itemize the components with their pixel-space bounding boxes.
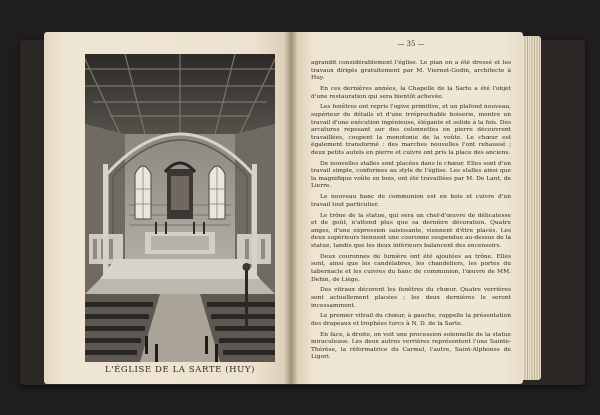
paragraph: En face, à droite, on voit une procession solennelle de la statue miraculeuse. Les deux autres verrières représentent l'une Sainte-Thérèse, la réformatrice du Carmel, l'autre, Saint-Alphonse de Ligori. [311,331,511,361]
paragraph: agrandit considérablement l'église. Le plan en a été dressé et les travaux dirigés gratuitement par M. Viernet-Godin, architecte à Huy. [311,60,511,82]
paragraph: Deux couronnes de lumière ont été ajoutées au trône. Elles sont, ainsi que les candélabres, les chandeliers, les portes du tabernacle et les cuivres du banc de communion, l'œuvre de MM. Dehin, de Liège. [311,253,511,283]
left-page [44,32,291,384]
paragraph: Le premier vitrail du chœur, à gauche, rappelle la présentation des drapeaux et trophées turcs à N. D. de la Sarte. [311,313,511,327]
church-interior-photo [85,54,275,362]
page-number: — 35 — [397,40,425,48]
paragraph: En ces dernières années, la Chapelle de la Sarte a été l'objet d'une restauration qui sera bientôt achevée. [311,85,511,100]
paragraph: Les fenêtres ont repris l'ogive primitive, et un plafond nouveau, supérieur de détails et d'une irréprochable boiserie, montre un travail d'une exécution ingénieuse, élégante et solide à la fois. Des arcatures reposant sur des colonnettes en pierre découvrent travaillées, coupent la monotonie de la voûte. Le chœur est également transformé : des marches nouvelles l'ont rehaussé ; deux petits autels en pierre et cuivre ont pris la place des anciens. [311,104,511,156]
photo-caption: L'ÉGLISE DE LA SARTE (HUY) [104,365,256,375]
body-text [311,60,511,365]
paragraph: Des vitraux décorent les fenêtres du chœur. Quatre verrières sont actuellement placées ; les deux dernières le seront incessamment. [311,287,511,309]
right-page [291,32,523,384]
paragraph: De nouvelles stalles sont placées dans le chœur. Elles sont d'un travail simple, conformes au style de l'église. Les stalles ainsi que la magnifique voûte en bois, ont été travaillées par M. De Lant, de Lierre. [311,160,511,190]
paragraph: Le trône de la statue, qui sera un chef-d'œuvre de délicatesse et de goût, n'attend plus que sa dernière décoration. Quatre anges, d'une expression saisissante, viennent d'être placés. Les deux supérieurs tiennent une couronne suspendue au-dessus de la statue, tandis que les deux inférieurs balancent des encensoirs. [311,212,511,249]
open-book [40,32,545,387]
book-gutter [284,32,298,384]
church-interior-illustration [85,54,275,362]
page-edges [523,36,541,380]
paragraph: Le nouveau banc de communion est en bois et cuivre d'un travail tout particulier. [311,194,511,208]
